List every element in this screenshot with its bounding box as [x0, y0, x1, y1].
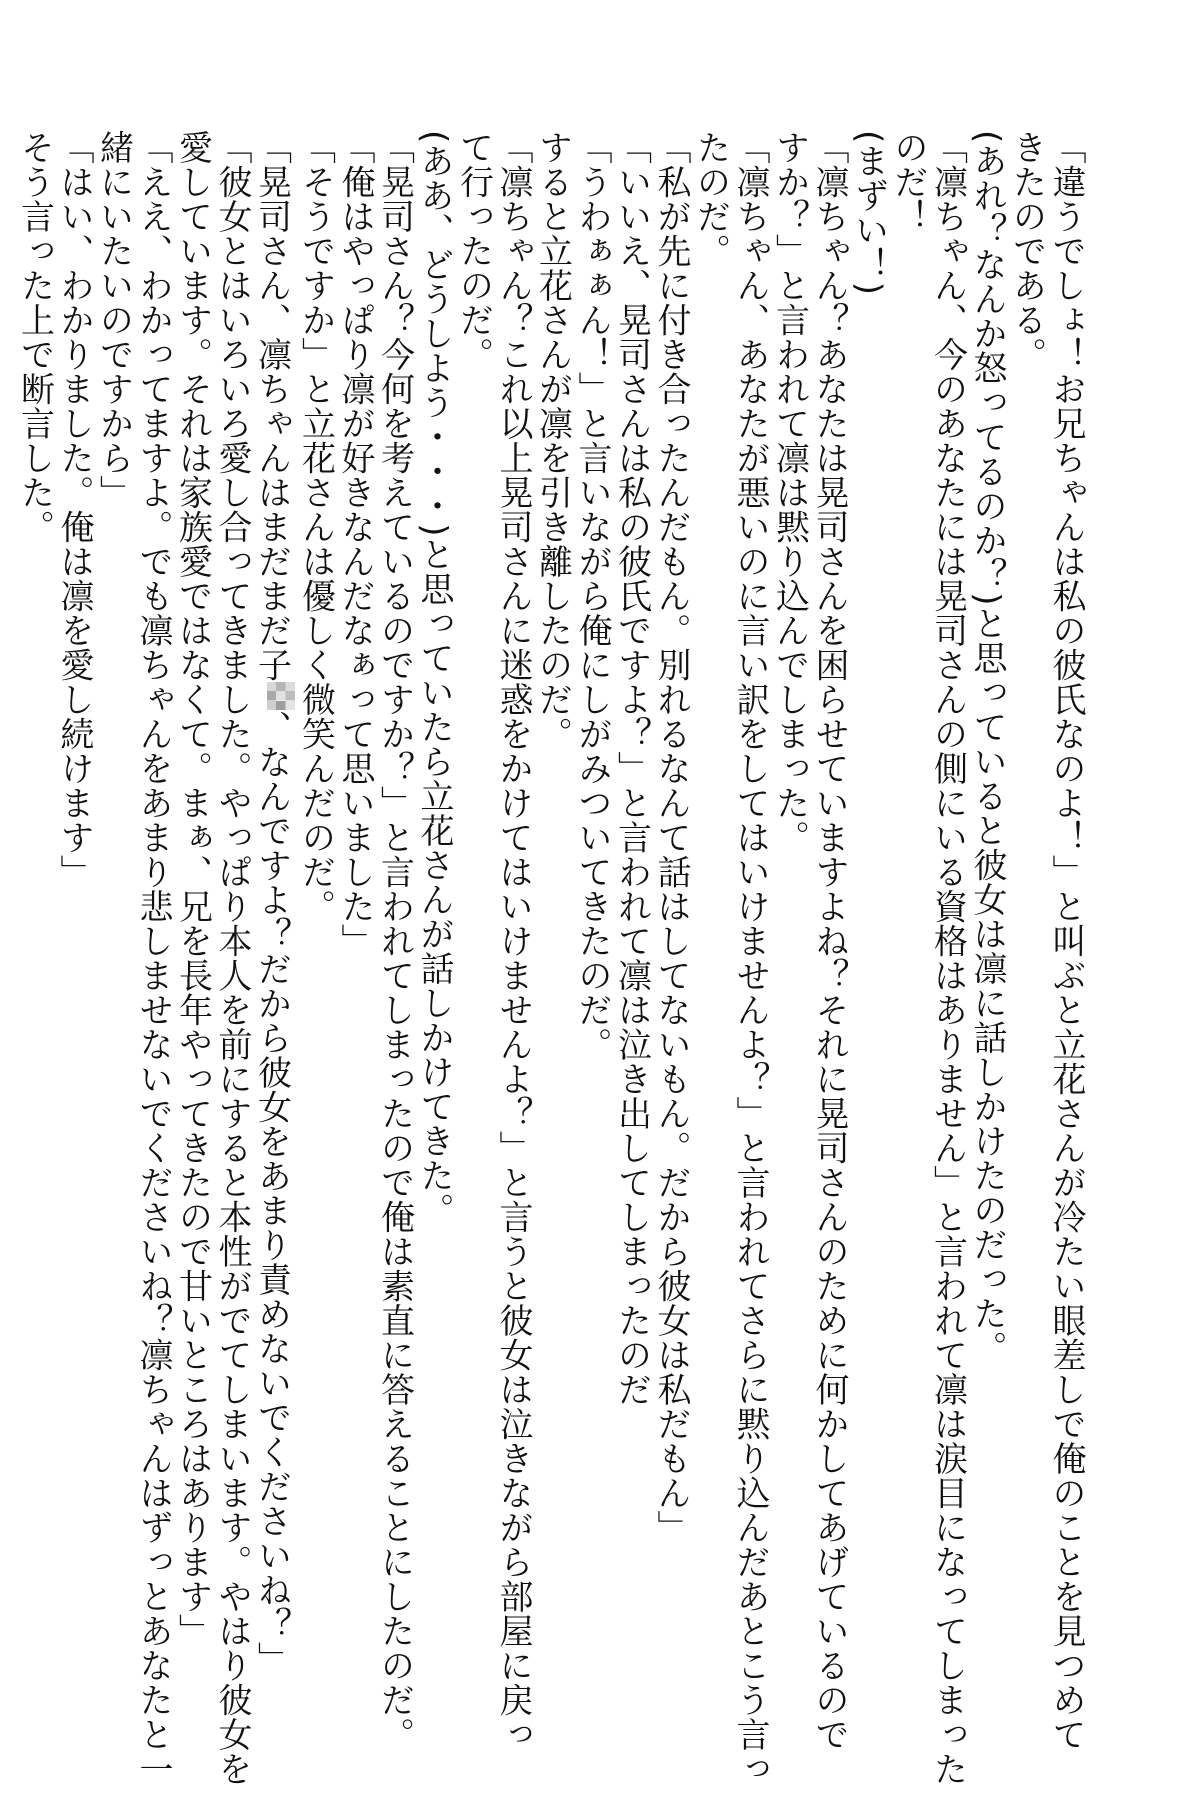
mosaic-censor — [267, 682, 295, 710]
text-line: (まずい！) — [848, 130, 889, 296]
text-line: 「凛ちゃん？あなたは晃司さんを困らせていますよね？それに晃司さんのために何かしてあげているので — [809, 130, 849, 1752]
text-line: すると立花さんが凛を引き離したのだ。 — [532, 130, 573, 751]
text-line: 「凛ちゃん、今のあなたには晃司さんの側にいる資格はありません」と言われて凛は涙目になってしまった — [927, 130, 968, 1786]
text-line-censored — [251, 130, 295, 1690]
text-line: 緒にいたいのですから」 — [93, 130, 134, 510]
text-segment: 「晃司さん、凛ちゃんはまだまだ子 — [251, 130, 292, 682]
vertical-text-body — [14, 130, 1086, 1786]
text-line: 愛しています。それは家族愛ではなくて。まぁ、兄を長年やってきたので甘いところはあります」 — [172, 130, 213, 1648]
text-line: 「凛ちゃん、あなたが悪いのに言い訳をしてはいけませんよ？」と言われてさらに黙り込んだあとこう言っ — [730, 130, 770, 1786]
text-line: 「凛ちゃん？これ以上晃司さんに迷惑をかけてはいけませんよ？」と言うと彼女は泣きながら部屋に戻っ — [493, 130, 533, 1752]
text-line: きたのである。 — [1006, 130, 1047, 372]
text-line: 「違うでしょ！お兄ちゃんは私の彼氏なのよ！」と叫ぶと立花さんが冷たい眼差しで俺のことを見つめて — [1046, 130, 1086, 1752]
text-line: そう言った上で断言した。 — [14, 130, 55, 544]
text-line: のだ！ — [888, 130, 928, 234]
text-line: 「晃司さん？今何を考えているのですか？」と言われてしまったので俺は素直に答えることにしたのだ。 — [374, 130, 415, 1752]
text-line: 「うわぁぁん！」と言いながら俺にしがみついてきたのだ。 — [572, 130, 612, 1062]
text-segment: 、なんですよ？だから彼女をあまり責めないでくださいね？」 — [251, 710, 292, 1676]
text-line: すか？」と言われて凛は黙り込んでしまった。 — [769, 130, 810, 855]
text-line: 「私が先に付き合ったんだもん。別れるなんて話はしてないもん。だから彼女は私だもん」 — [651, 130, 691, 1545]
text-line: て行ったのだ。 — [453, 130, 494, 372]
text-line: 「彼女とはいろいろ愛し合ってきました。やっぱり本人を前にすると本性がでてしまいます。やはり彼女を — [212, 130, 252, 1786]
text-line: 「俺はやっぱり凛が好きなんだなぁって思いました」 — [335, 130, 375, 958]
text-line: 「はい、わかりました。俺は凛を愛し続けます」 — [54, 130, 94, 889]
text-line: (ああ、どうしよう・・・)と思っていたら立花さんが話しかけてきた。 — [414, 130, 454, 1228]
text-line: たのだ。 — [690, 130, 731, 268]
text-line: 「ええ、わかってますよ。でも凛ちゃんをあまり悲しませないでくださいね？凛ちゃんはずっとあなたと一 — [133, 130, 173, 1786]
text-line: (あれ？なんか怒ってるのか？)と思っていると彼女は凛に話しかけたのだった。 — [967, 130, 1007, 1366]
text-line: 「そうですか」と立花さんは優しく微笑んだのだ。 — [295, 130, 336, 924]
text-line: 「いいえ、晃司さんは私の彼氏ですよ？」と言われて凛は泣き出してしまったのだ — [611, 130, 652, 1407]
